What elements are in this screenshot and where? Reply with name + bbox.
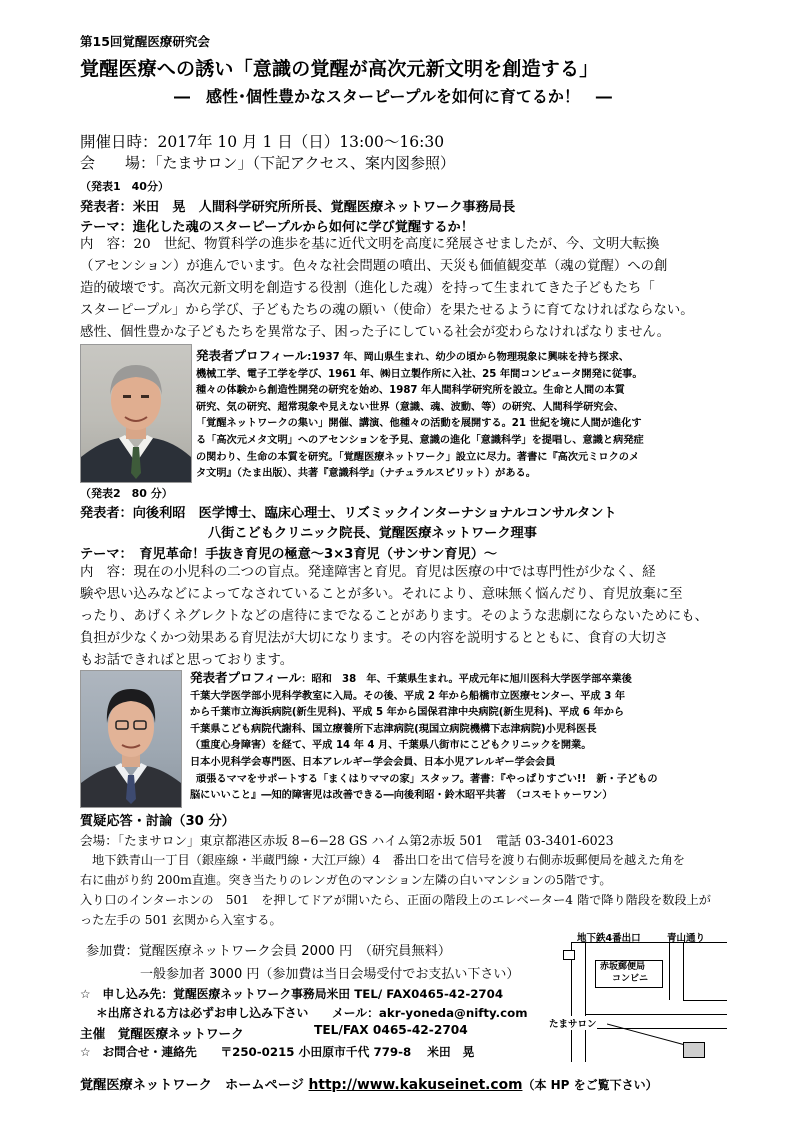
host-label: 主催 覚醒医療ネットワーク	[80, 1026, 244, 1041]
text-line: ったり、あげくネグレクトなどの虐待にまでなることがあります。そのような悲劇にならないためにも、	[80, 609, 709, 624]
text-line: から千葉市立海浜病院(新生児科)、平成 5 年から国保君津中央病院(新生児科)、平成 6 年から	[190, 707, 625, 719]
text-line: 験や思い込みなどによってなされていることが多い。それにより、意味無く悩んだり、育児放棄に至	[80, 587, 683, 602]
text-line: 負担が少なくかつ効果ある育児法が大切になります。その内容を説明するとともに、食育の大切さ	[80, 631, 669, 646]
map-salon-label: たまサロン	[549, 1016, 597, 1030]
text-line: 千葉大学医学部小児科学教室に入局。その後、平成 2 年から船橋市立医療センター、平成 3 年	[190, 690, 626, 702]
text-line: 感性、個性豊かな子どもたちを異常な子、困った子にしている社会が変わらなければなりません。	[80, 325, 670, 340]
text-line: 機械工学、電子工学を学び、1961 年、㈱日立製作所に入社、25 年間コンピュータ開発に従事。	[196, 368, 643, 380]
text-line: 「覚醒ネットワークの集い」開催、講演、他種々の活動を展開する。21 世紀を境に人間が進化す	[196, 418, 642, 430]
fee-member: 参加費：覚醒医療ネットワーク会員 2000 円 （研究員無料）	[86, 944, 452, 959]
subtitle: ― 感性･個性豊かなスターピープルを如何に育てるか！ ―	[174, 87, 612, 106]
post-office-block	[595, 960, 663, 988]
talk1-session: （発表1 40分）	[80, 180, 169, 193]
contact-info: ☆ お問合せ・連絡先 〒250-0215 小田原市千代 779-8 米田 晃	[80, 1045, 475, 1059]
qa-session: 質疑応答・討論（30 分）	[80, 814, 235, 829]
text-line: 内 容：現在の小児科の二つの盲点。発達障害と育児。育児は医療の中では専門性が少なく、経	[80, 565, 656, 580]
homepage-link[interactable]: http://www.kakuseinet.com	[308, 1077, 523, 1093]
text-line: 右に曲がり約 200m直進。突き当たりのレンガ色のマンション左隣の白いマンションの5階です。	[80, 873, 612, 887]
salon-building-icon	[683, 1042, 705, 1058]
access-venue: 会場：「たまサロン」東京都港区赤坂 8−6−28 GS ハイム第2赤坂 501 電話 03-3401-6023	[80, 833, 614, 848]
text-line: 入り口のインターホンの 501 を押してドアが開いたら、正面の階段上のエレベーター4 階で降り階段を数段上が	[80, 893, 711, 907]
access-directions	[80, 850, 711, 930]
text-line: った左手の 501 玄関から入室する。	[80, 913, 282, 927]
footer-note: （本 HP をご覧下さい）	[522, 1078, 658, 1092]
portrait-icon	[81, 345, 191, 482]
profile-label: 発表者プロフィール	[196, 348, 308, 363]
text-line: もお話できればと思っております。	[80, 653, 294, 668]
text-line: 造的破壊です。高次元新文明を創造する役割（進化した魂）を持って生まれてきた子どもたち「	[80, 281, 655, 296]
talk1-theme: テーマ：進化した魂のスターピープルから如何に学び覚醒するか！	[80, 220, 474, 235]
text-line: スターピープル」から学び、子どもたちの魂の願い（使命）を果たせるように育てなければならない。	[80, 303, 694, 318]
text-line: 脳にいいこと』―知的障害児は改善できる―向後利昭・鈴木昭平共著 （コスモトゥーワン）	[190, 790, 613, 802]
text-line: （重度心身障害）を経て、平成 14 年 4 月、千葉県八街市にこどもクリニックを開業。	[190, 740, 592, 752]
post-office-label: 赤坂郵便局	[600, 962, 646, 972]
text-line: 日本小児科学会専門医、日本アレルギー学会会員、日本小児アレルギー学会会員	[190, 756, 556, 768]
main-title: 覚醒医療への誘い「意識の覚醒が高次元新文明を創造する」	[80, 58, 599, 80]
text-line: 千葉県こども病院代謝科、国立療養所下志津病院(現国立病院機構下志津病院)小児科医長	[190, 723, 597, 735]
email-link[interactable]: akr-yoneda@nifty.com	[378, 1006, 528, 1020]
text-line: タ文明』（たま出版）、共著『意識科学』（ナチュラルスピリット）がある。	[196, 468, 536, 480]
talk2-session: （発表2 80 分）	[80, 487, 173, 500]
profile-label: 発表者プロフィール	[190, 670, 302, 685]
presenter2-photo	[80, 670, 182, 808]
footer	[80, 1074, 658, 1093]
event-date: 開催日時：2017年 10 月 1 日（日）13:00～16:30	[80, 133, 445, 151]
text-line: の関わり、生命の本質を研究。「覚醒医療ネットワーク」設立に尽力。著書に『高次元ミロクのメ	[196, 451, 640, 463]
portrait-icon	[81, 671, 181, 807]
convenience-store-label: コンビニ	[612, 974, 649, 984]
fee-general: 一般参加者 3000 円（参加費は当日会場受付でお支払い下さい）	[140, 967, 520, 982]
talk2-profile	[190, 670, 658, 805]
text-line: ：昭和 38 年、千葉県生まれ。平成元年に旭川医科大学医学部卒業後	[301, 674, 632, 685]
text-line: （アセンション）が進んでいます。色々な社会問題の噴出、天災も価値観変革（魂の覚醒）への創	[80, 259, 668, 274]
text-line: :1937 年、岡山県生まれ、幼少の頃から物理現象に興味を持ち探求、	[307, 352, 630, 363]
footer-label: 覚醒医療ネットワーク ホームページ	[80, 1078, 304, 1093]
talk1-profile	[196, 348, 644, 483]
apply-note	[96, 1004, 528, 1021]
talk2-presenter-role: 八街こどもクリニック院長、覚醒医療ネットワーク理事	[208, 526, 537, 541]
apply-note-text: ＊出席される方は必ずお申し込み下さい メール：	[96, 1006, 379, 1020]
text-line: 地下鉄青山一丁目（銀座線・半蔵門線・大江戸線）4 番出口を出て信号を渡り右側赤坂郵便局を越えた角を	[80, 853, 685, 867]
map-exit-label: 地下鉄4番出口	[577, 933, 641, 944]
presenter1-photo	[80, 344, 192, 483]
apply-info: ☆ 申し込み先：覚醒医療ネットワーク事務局米田 TEL/ FAX0465-42-2704	[80, 987, 504, 1001]
talk2-theme: テーマ： 育児革命！手抜き育児の極意～3×3育児（サンサン育児）～	[80, 547, 498, 562]
access-map	[549, 933, 727, 1062]
text-line: 頑張るママをサポートする「まくはりママの家」スタッフ。著書：『やっぱりすごい!! 新・子どもの	[196, 773, 658, 785]
talk2-presenter: 発表者：向後利昭 医学博士、臨床心理士、リズミックインターナショナルコンサルタント	[80, 506, 617, 521]
host-tel: TEL/FAX 0465-42-2704	[314, 1023, 468, 1037]
seminar-number: 第15回覚醒医療研究会	[80, 34, 210, 49]
talk1-presenter: 発表者：米田 晃 人間科学研究所所長、覚醒医療ネットワーク事務局長	[80, 200, 516, 215]
text-line: 研究、気の研究、超常現象や見えない世界（意識、魂、波動、等）の研究、人間科学研究会、	[196, 401, 624, 413]
map-street-label: 青山通り	[667, 933, 706, 944]
text-line: 内 容：20 世紀、物質科学の進歩を基に近代文明を高度に発展させましたが、今、文明大転換	[80, 237, 660, 252]
talk1-content	[80, 234, 694, 344]
exit-marker-icon	[563, 950, 575, 960]
event-venue: 会 場：「たまサロン」（下記アクセス、案内図参照）	[80, 154, 456, 172]
text-line: る「高次元メタ文明」へのアセンションを予見、意識の進化「意識科学」を提唱し、意識と病発症	[196, 434, 644, 446]
text-line: 種々の体験から創造性開発の研究を始め、1987 年人間科学研究所を設立。生命と人間の本質	[196, 385, 625, 397]
talk2-content	[80, 562, 708, 672]
